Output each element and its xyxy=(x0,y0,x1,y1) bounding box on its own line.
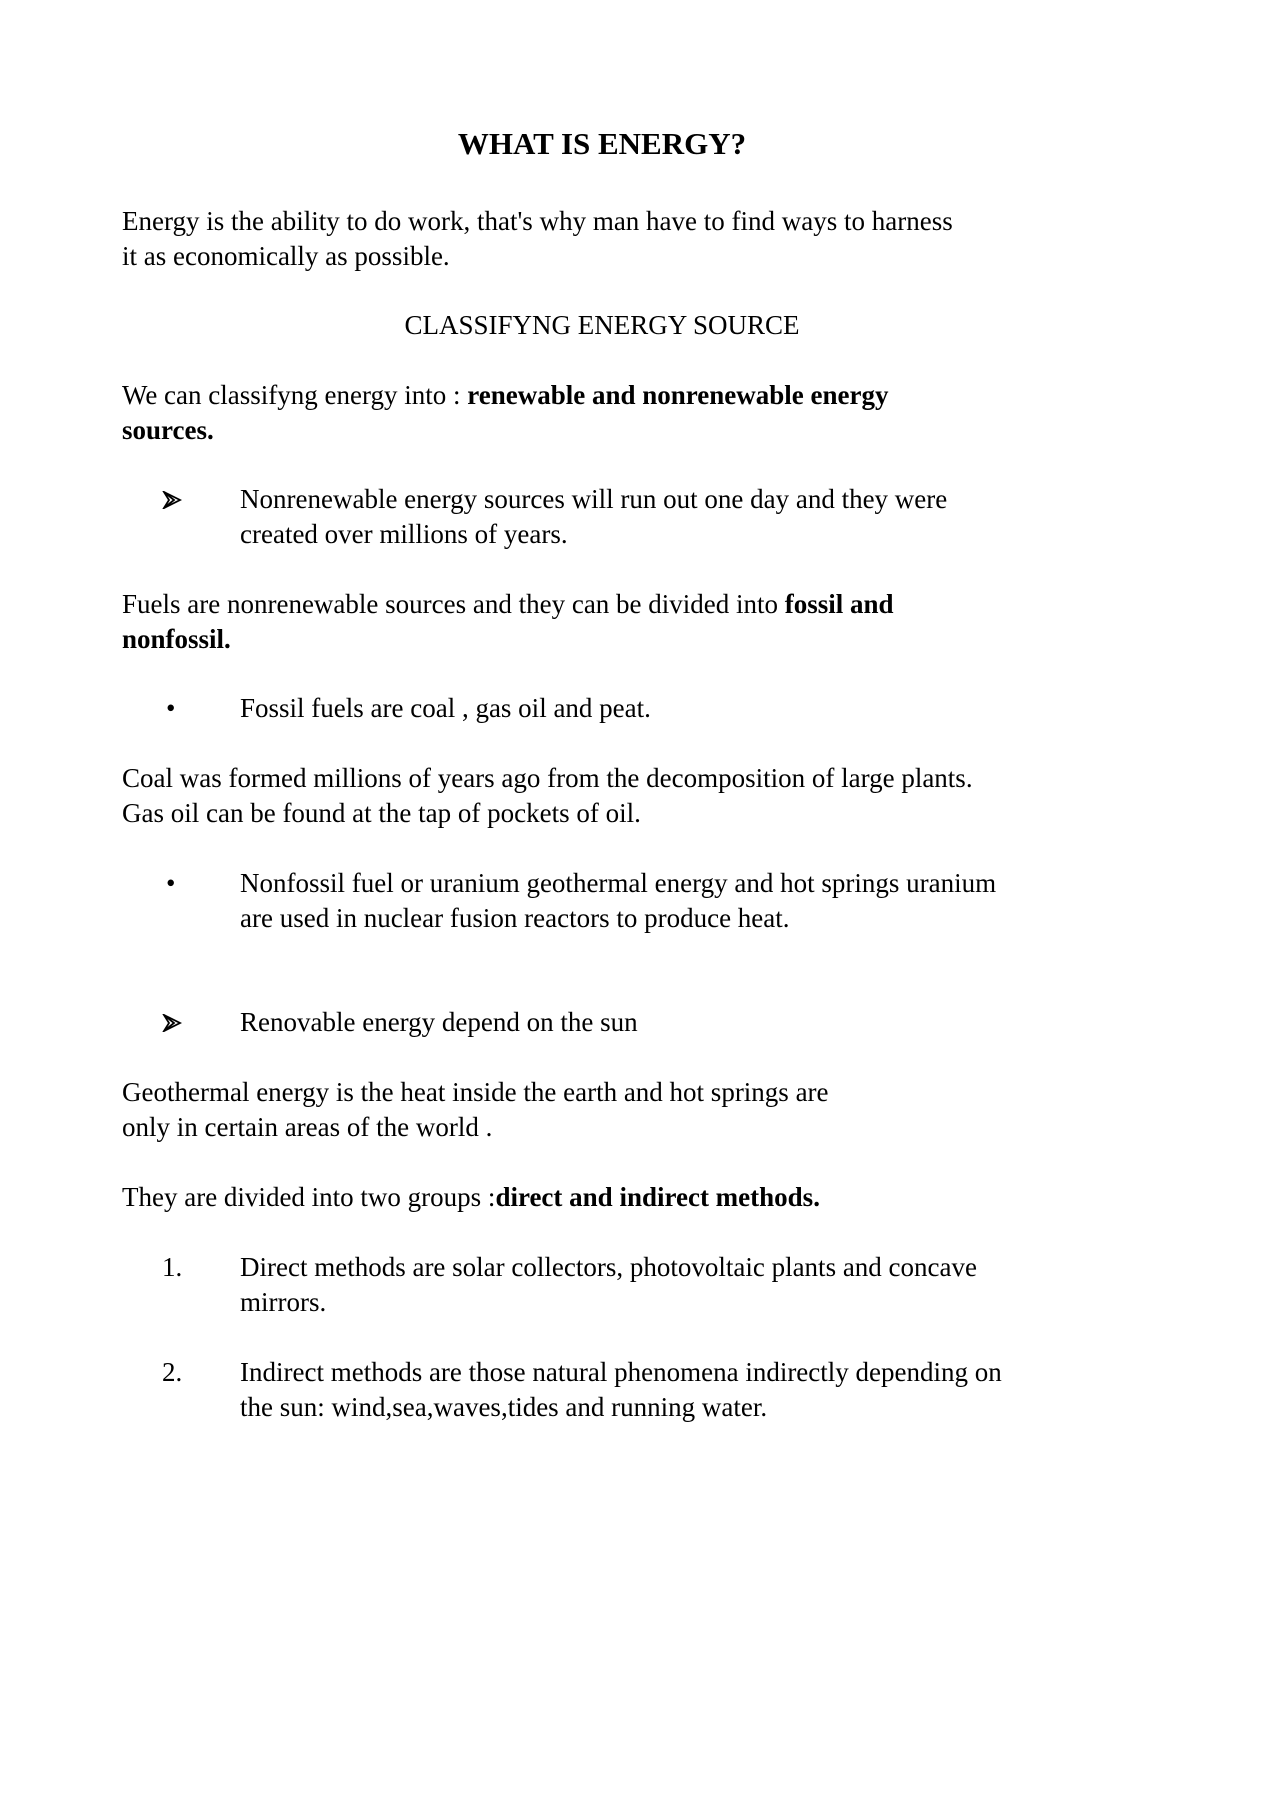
geothermal-line-1: Geothermal energy is the heat inside the earth and hot springs are xyxy=(122,1077,829,1107)
nonfossil-text xyxy=(240,866,1082,936)
list-number: 1. xyxy=(162,1252,183,1282)
geothermal-line-2: only in certain areas of the world . xyxy=(122,1112,493,1142)
groups-prefix: They are divided into two groups : xyxy=(122,1182,496,1212)
numbered-item-text xyxy=(240,1355,1082,1425)
numbered-item-1 xyxy=(162,1250,1082,1320)
fuels-prefix: Fuels are nonrenewable sources and they can be divided into xyxy=(122,589,785,619)
nonrenewable-line-2: created over millions of years. xyxy=(240,519,568,549)
groups-bold: direct and indirect methods. xyxy=(495,1182,820,1212)
classify-prefix: We can classifyng energy into : xyxy=(122,380,468,410)
numbered-item-2 xyxy=(162,1355,1082,1425)
fuels-bold-line-1: fossil and xyxy=(784,589,894,619)
arrow-bullet-icon xyxy=(162,482,200,509)
fossil-text: Fossil fuels are coal , gas oil and peat. xyxy=(240,693,651,723)
bullet-icon: • xyxy=(166,868,176,898)
fuels-paragraph xyxy=(122,587,1082,657)
geothermal-paragraph xyxy=(122,1075,1082,1145)
nonfossil-line-1: Nonfossil fuel or uranium geothermal energy and hot springs uranium xyxy=(240,868,997,898)
fuels-bold-line-2: nonfossil. xyxy=(122,624,231,654)
coal-line-1: Coal was formed millions of years ago from the decomposition of large plants. xyxy=(122,763,973,793)
renovable-text: Renovable energy depend on the sun xyxy=(240,1007,638,1037)
list-number: 2. xyxy=(162,1357,183,1387)
numbered-2-line-1: Indirect methods are those natural phenomena indirectly depending on xyxy=(240,1357,1002,1387)
coal-paragraph xyxy=(122,761,1082,831)
list-item-nonrenewable xyxy=(162,482,1082,552)
list-item-nonfossil xyxy=(162,866,1082,936)
nonfossil-line-2: are used in nuclear fusion reactors to produce heat. xyxy=(240,903,790,933)
list-item-fossil xyxy=(162,691,1082,726)
list-item-renovable xyxy=(162,1005,1082,1040)
intro-line-1: Energy is the ability to do work, that's why man have to find ways to harness xyxy=(122,206,953,236)
numbered-item-text xyxy=(240,1250,1082,1320)
bullet-icon: • xyxy=(166,693,176,723)
numbered-2-line-2: the sun: wind,sea,waves,tides and running water. xyxy=(240,1392,768,1422)
classify-bold-line-2: sources. xyxy=(122,415,214,445)
numbered-1-line-1: Direct methods are solar collectors, photovoltaic plants and concave xyxy=(240,1252,977,1282)
coal-line-2: Gas oil can be found at the tap of pockets of oil. xyxy=(122,798,641,828)
intro-line-2: it as economically as possible. xyxy=(122,241,450,271)
intro-paragraph xyxy=(122,204,1082,274)
nonrenewable-line-1: Nonrenewable energy sources will run out one day and they were xyxy=(240,484,948,514)
classify-bold-line-1: renewable and nonrenewable energy xyxy=(467,380,889,410)
section-heading: CLASSIFYNG ENERGY SOURCE xyxy=(404,310,800,340)
list-item-text xyxy=(240,482,1082,552)
groups-paragraph xyxy=(122,1180,1082,1215)
arrow-bullet-icon xyxy=(162,1005,200,1032)
classify-paragraph xyxy=(122,378,1082,448)
page-title: WHAT IS ENERGY? xyxy=(457,126,747,161)
numbered-1-line-2: mirrors. xyxy=(240,1287,327,1317)
